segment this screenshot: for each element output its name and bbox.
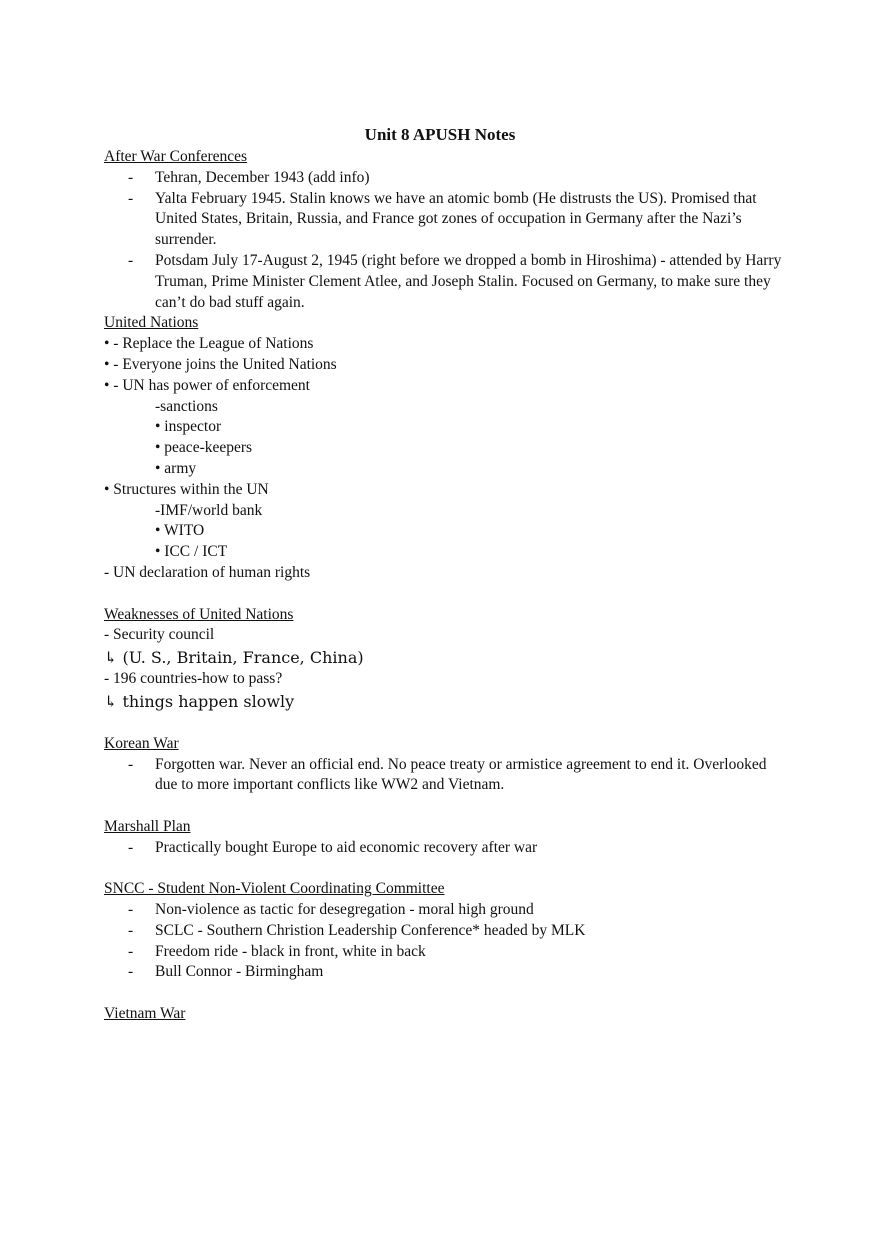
un-subline: • ICC / ICT: [155, 543, 228, 561]
list-item-text: Practically bought Europe to aid economic recovery after war: [155, 838, 538, 856]
dash-bullet: -: [128, 189, 134, 207]
section-heading-after-war: After War Conferences: [104, 148, 248, 165]
page-title: Unit 8 APUSH Notes: [364, 125, 516, 144]
un-line: - UN declaration of human rights: [104, 563, 311, 581]
dash-bullet: -: [128, 942, 134, 960]
spacer: [104, 859, 784, 880]
section-heading-united-nations: United Nations: [104, 314, 199, 332]
un-subline: • army: [155, 459, 197, 477]
dash-bullet: -: [128, 251, 134, 269]
list-item: [104, 900, 784, 921]
un-subline: • WITO: [155, 522, 205, 540]
list-item-text: Bull Connor - Birmingham: [155, 963, 324, 981]
spacer: [104, 713, 784, 734]
un-subline: -sanctions: [155, 397, 218, 415]
list-item-text: Freedom ride - black in front, white in back: [155, 942, 426, 960]
un-line: • Structures within the UN: [104, 480, 269, 498]
un-line: • - UN has power of enforcement: [104, 376, 310, 394]
un-line: • - Everyone joins the United Nations: [104, 355, 337, 373]
list-item: [104, 838, 784, 859]
weakness-arrow-line: ↳ things happen slowly: [104, 691, 295, 711]
dash-bullet: -: [128, 168, 134, 186]
notes-body: [104, 147, 784, 1025]
section-heading-weaknesses: Weaknesses of United Nations: [104, 605, 294, 623]
dash-bullet: -: [128, 838, 134, 856]
list-item: [104, 189, 784, 251]
dash-bullet: -: [128, 901, 134, 919]
list-item: [104, 921, 784, 942]
list-item: [104, 251, 784, 313]
un-subline: -IMF/world bank: [155, 501, 263, 519]
section-heading-marshall-plan: Marshall Plan: [104, 817, 191, 835]
list-item: [104, 962, 784, 983]
weakness-line: - Security council: [104, 626, 215, 644]
dash-bullet: -: [128, 921, 134, 939]
un-subline: • inspector: [155, 418, 222, 436]
list-item: [104, 168, 784, 189]
section-heading-vietnam-war: Vietnam War: [104, 1005, 186, 1023]
weakness-line: - 196 countries-how to pass?: [104, 670, 283, 688]
spacer: [104, 796, 784, 817]
list-item-text: Potsdam July 17-August 2, 1945 (right before we dropped a bomb in Hiroshima) - attended by Harry Truman, Prime Minister Clement Atlee, and Joseph Stalin. Focused on Germany, to make sure they can’t do bad stuff again.: [155, 251, 782, 311]
list-item-text: Tehran, December 1943 (add info): [155, 168, 370, 186]
un-subline: • peace-keepers: [155, 439, 253, 457]
list-item-text: Forgotten war. Never an official end. No peace treaty or armistice agreement to end it. Overlooked due to more important conflicts like WW2 and Vietnam.: [155, 755, 767, 794]
list-item-text: SCLC - Southern Christion Leadership Conference* headed by MLK: [155, 921, 586, 939]
list-item: [104, 942, 784, 963]
dash-bullet: -: [128, 755, 134, 773]
section-heading-korean-war: Korean War: [104, 734, 179, 752]
spacer: [104, 584, 784, 605]
list-item-text: Yalta February 1945. Stalin knows we have an atomic bomb (He distrusts the US). Promised that United States, Britain, Russia, and France got zones of occupation in Germany after the Nazi’s surrender.: [155, 189, 757, 249]
section-heading-sncc: SNCC - Student Non-Violent Coordinating Committee: [104, 880, 445, 898]
list-item: [104, 755, 784, 797]
un-line: • - Replace the League of Nations: [104, 335, 314, 353]
spacer: [104, 983, 784, 1004]
weakness-arrow-line: ↳ (U. S., Britain, France, China): [104, 648, 364, 668]
dash-bullet: -: [128, 963, 134, 981]
list-item-text: Non-violence as tactic for desegregation - moral high ground: [155, 901, 534, 919]
